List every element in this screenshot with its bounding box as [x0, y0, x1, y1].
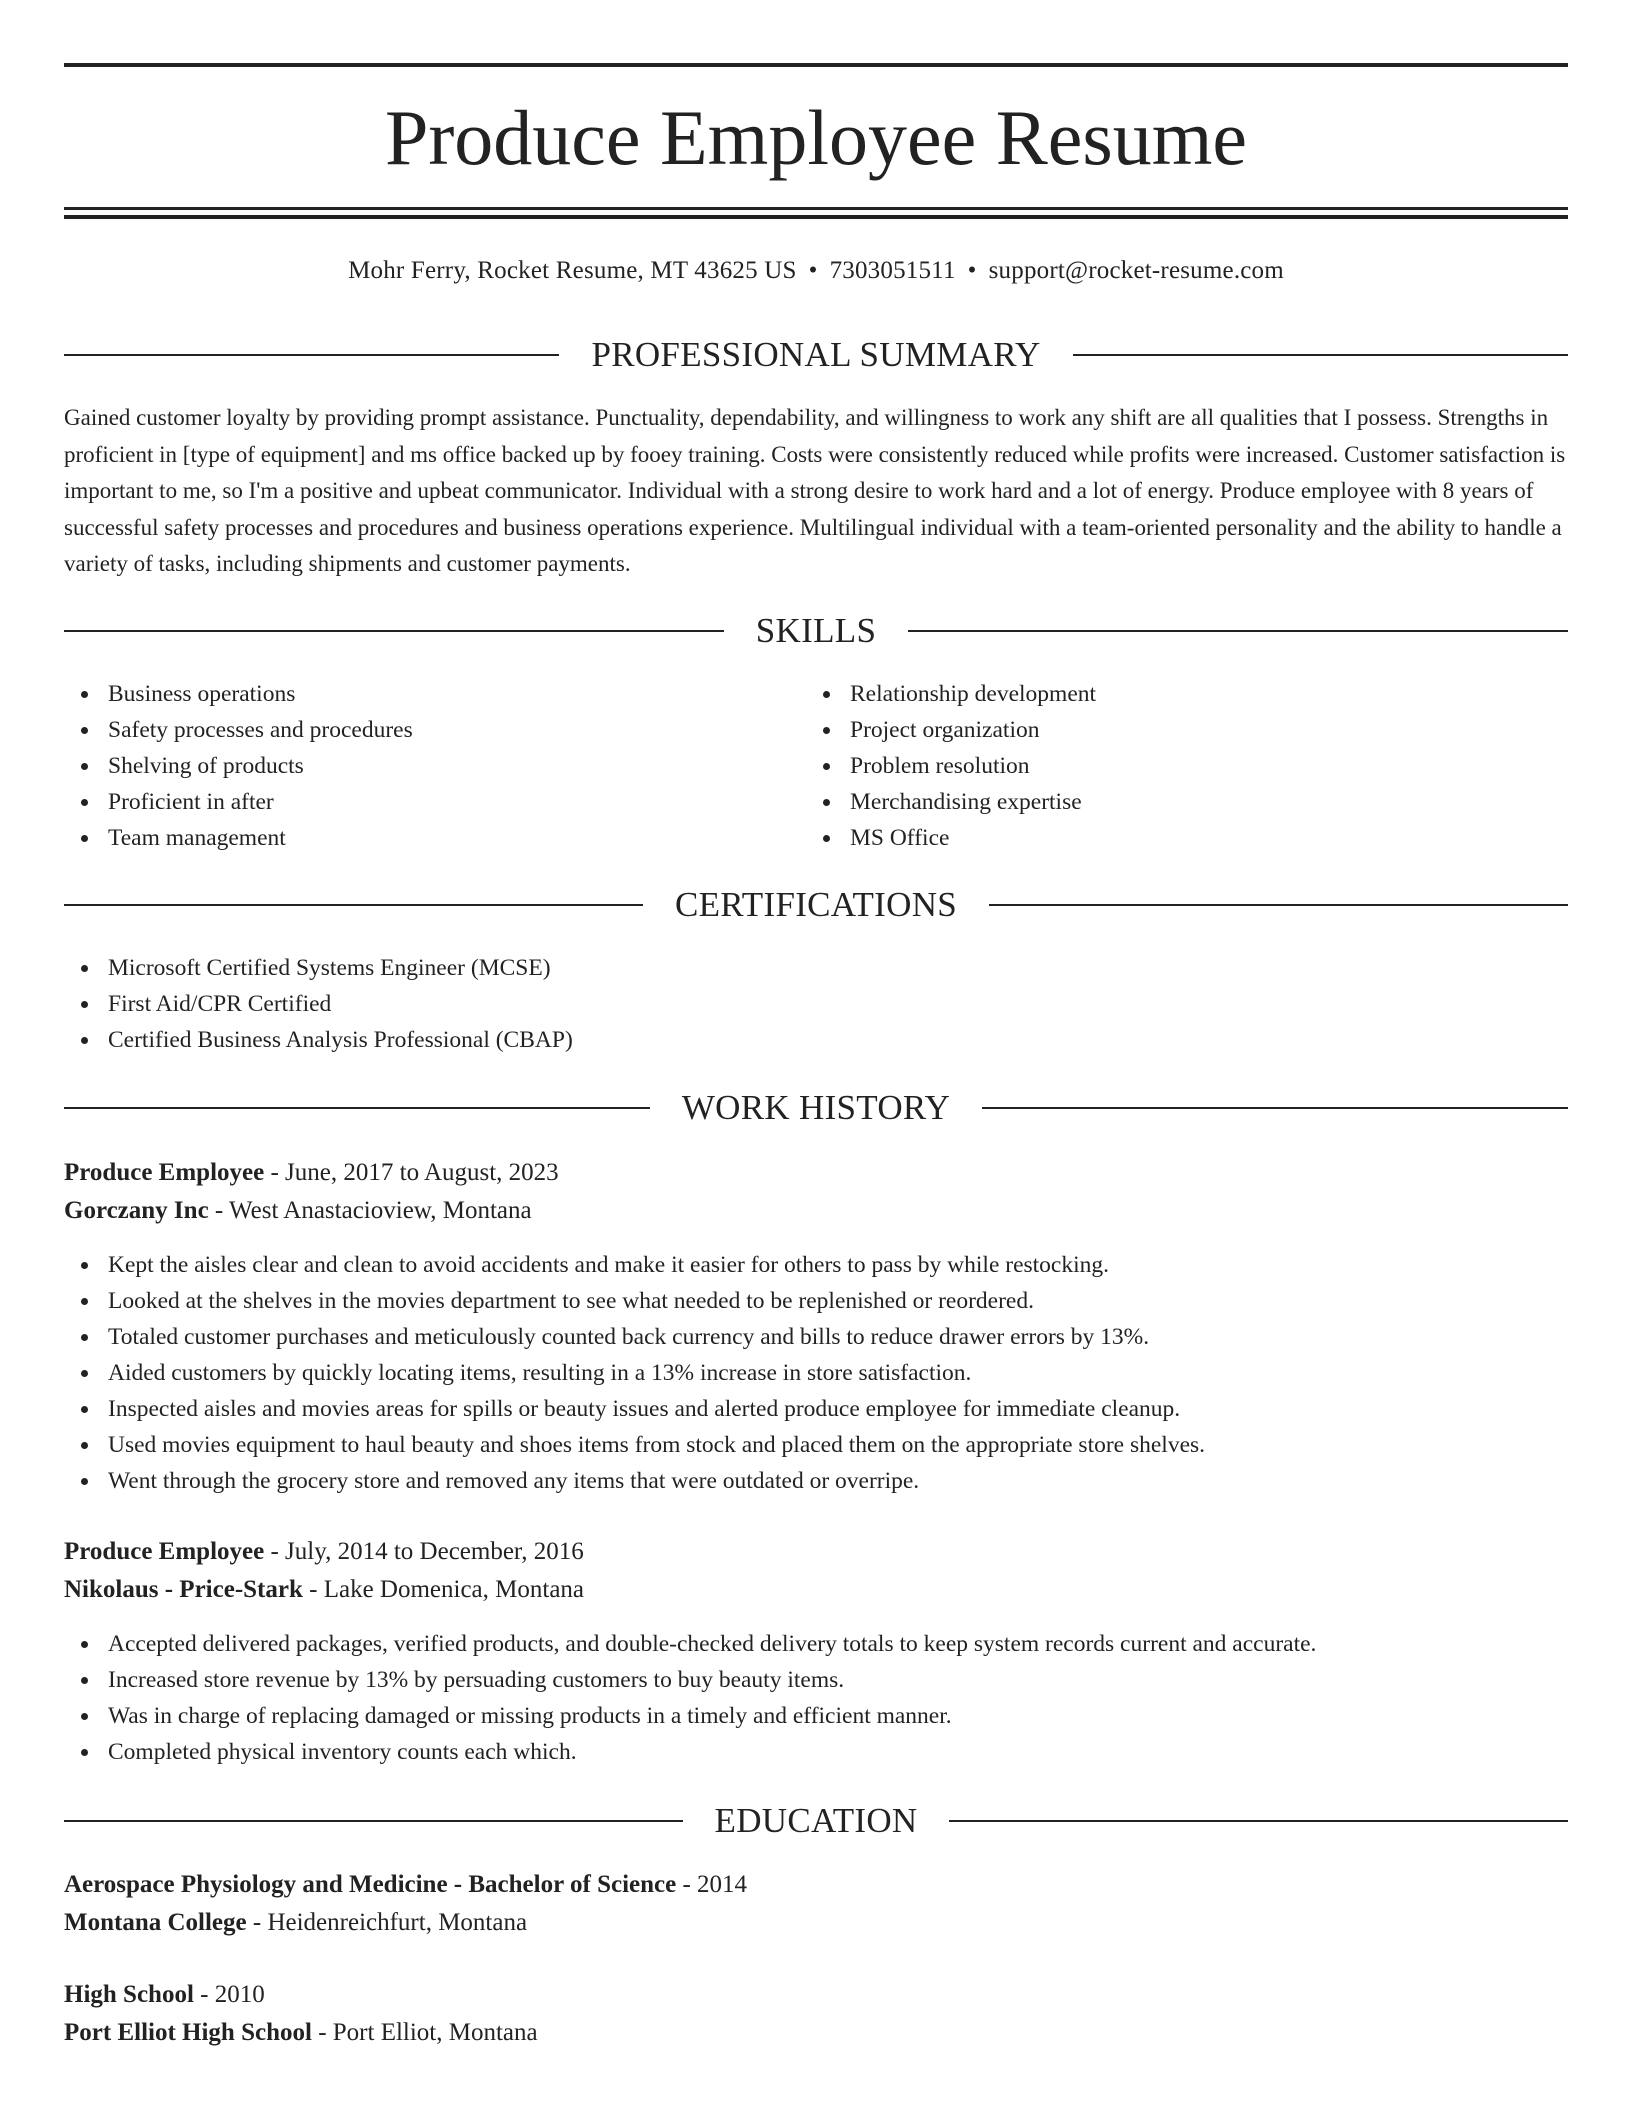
job-bullet: Used movies equipment to haul beauty and shoes items from stock and placed them on the appropriate store shelves.	[64, 1427, 1568, 1463]
job-bullet: Completed physical inventory counts each which.	[64, 1734, 1568, 1770]
section-title: SKILLS	[755, 611, 877, 650]
graduation-year: 2014	[697, 1871, 748, 1898]
graduation-year: 2010	[214, 1981, 265, 2008]
skills-list-right	[806, 676, 1546, 856]
skill-item: MS Office	[806, 820, 1546, 856]
school-name: Port Elliot High School	[64, 2019, 312, 2046]
section-title: PROFESSIONAL SUMMARY	[591, 335, 1041, 374]
skill-item: Merchandising expertise	[806, 784, 1546, 820]
certification-item: First Aid/CPR Certified	[64, 986, 1568, 1022]
skill-item: Safety processes and procedures	[64, 712, 804, 748]
contact-separator: •	[808, 257, 818, 284]
skill-item: Business operations	[64, 676, 804, 712]
section-heading-education	[64, 1799, 1568, 1843]
job-bullet: Went through the grocery store and removed any items that were outdated or overripe.	[64, 1463, 1568, 1499]
divider-line	[64, 904, 643, 906]
divider-line	[982, 1107, 1568, 1109]
section-heading-work-history	[64, 1086, 1568, 1130]
job-dates: July, 2014 to December, 2016	[285, 1538, 584, 1565]
school-line	[64, 1904, 1568, 1942]
job-company-line	[64, 1571, 1568, 1609]
degree-line	[64, 1866, 1568, 1904]
section-title: WORK HISTORY	[681, 1088, 951, 1127]
job-title-line	[64, 1154, 1568, 1192]
school-location: Port Elliot, Montana	[332, 2019, 538, 2046]
skill-item: Team management	[64, 820, 804, 856]
job-title: Produce Employee	[64, 1538, 265, 1565]
divider-line	[64, 630, 724, 632]
contact-line	[64, 254, 1568, 288]
school-line	[64, 2014, 1568, 2052]
job-title: Produce Employee	[64, 1159, 265, 1186]
job-dates: June, 2017 to August, 2023	[285, 1159, 559, 1186]
skill-item: Shelving of products	[64, 748, 804, 784]
job-company-line	[64, 1192, 1568, 1230]
job-bullet: Inspected aisles and movies areas for spills or beauty issues and alerted produce employee for immediate cleanup.	[64, 1391, 1568, 1427]
certification-item: Microsoft Certified Systems Engineer (MCSE)	[64, 950, 1568, 986]
summary-text: Gained customer loyalty by providing prompt assistance. Punctuality, dependability, and willingness to work any shift are all qualities that I possess. Strengths in proficient in [type of equipment] and ms office backed up by fooey training. Costs were consistently reduced while profits were increased. Customer satisfaction is important to me, so I'm a positive and upbeat communicator. Individual with a strong desire to work hard and a lot of energy. Produce employee with 8 years of successful safety processes and procedures and business operations experience. Multilingual individual with a team-oriented personality and the ability to handle a variety of tasks, including shipments and customer payments.	[64, 405, 1566, 576]
school-location: Heidenreichfurt, Montana	[267, 1909, 528, 1936]
top-rule	[64, 63, 1568, 67]
education-entry	[64, 1976, 1568, 2052]
skill-item: Project organization	[806, 712, 1546, 748]
job-bullets	[64, 1626, 1568, 1770]
contact-address: Mohr Ferry, Rocket Resume, MT 43625 US	[348, 257, 797, 284]
title-rule-lower	[64, 215, 1568, 219]
section-heading-skills	[64, 609, 1568, 653]
contact-phone: 7303051511	[829, 257, 956, 284]
degree: Aerospace Physiology and Medicine - Bachelor of Science	[64, 1871, 677, 1898]
job-title-line	[64, 1533, 1568, 1571]
section-title: CERTIFICATIONS	[674, 885, 958, 924]
degree: High School	[64, 1981, 194, 2008]
title-rule-upper	[64, 207, 1568, 210]
divider-line	[1073, 354, 1568, 356]
job-entry	[64, 1533, 1568, 1609]
page-title: Produce Employee Resume	[384, 94, 1248, 181]
certifications-list	[64, 950, 1568, 1058]
job-bullet: Kept the aisles clear and clean to avoid accidents and make it easier for others to pass by while restocking.	[64, 1247, 1568, 1283]
skill-item: Proficient in after	[64, 784, 804, 820]
job-bullet: Accepted delivered packages, verified products, and double-checked delivery totals to keep system records current and accurate.	[64, 1626, 1568, 1662]
contact-separator: •	[967, 257, 977, 284]
section-heading-summary	[64, 333, 1568, 377]
job-bullet: Increased store revenue by 13% by persuading customers to buy beauty items.	[64, 1662, 1568, 1698]
dash: -	[264, 1159, 286, 1186]
section-heading-certifications	[64, 883, 1568, 927]
skills-list-left	[64, 676, 804, 856]
job-bullet: Aided customers by quickly locating items, resulting in a 13% increase in store satisfaction.	[64, 1355, 1568, 1391]
dash: -	[676, 1871, 698, 1898]
degree-line	[64, 1976, 1568, 2014]
education-entry	[64, 1866, 1568, 1942]
section-title: EDUCATION	[714, 1801, 918, 1840]
divider-line	[949, 1820, 1568, 1822]
job-entry	[64, 1154, 1568, 1230]
dash: -	[302, 1576, 324, 1603]
job-bullet: Was in charge of replacing damaged or missing products in a timely and efficient manner.	[64, 1698, 1568, 1734]
school-name: Montana College	[64, 1909, 247, 1936]
dash: -	[264, 1538, 286, 1565]
job-location: West Anastacioview, Montana	[229, 1197, 532, 1224]
divider-line	[64, 354, 559, 356]
job-bullets	[64, 1247, 1568, 1499]
job-company: Nikolaus - Price-Stark	[64, 1576, 303, 1603]
dash: -	[311, 2019, 333, 2046]
dash: -	[246, 1909, 268, 1936]
skill-item: Problem resolution	[806, 748, 1546, 784]
divider-line	[908, 630, 1568, 632]
certification-item: Certified Business Analysis Professional (CBAP)	[64, 1022, 1568, 1058]
dash: -	[193, 1981, 215, 2008]
job-company: Gorczany Inc	[64, 1197, 209, 1224]
dash: -	[208, 1197, 230, 1224]
skill-item: Relationship development	[806, 676, 1546, 712]
divider-line	[64, 1820, 683, 1822]
job-bullet: Looked at the shelves in the movies department to see what needed to be replenished or reordered.	[64, 1283, 1568, 1319]
job-bullet: Totaled customer purchases and meticulously counted back currency and bills to reduce drawer errors by 13%.	[64, 1319, 1568, 1355]
contact-email: support@rocket-resume.com	[988, 257, 1284, 284]
divider-line	[989, 904, 1568, 906]
divider-line	[64, 1107, 650, 1109]
job-location: Lake Domenica, Montana	[323, 1576, 585, 1603]
